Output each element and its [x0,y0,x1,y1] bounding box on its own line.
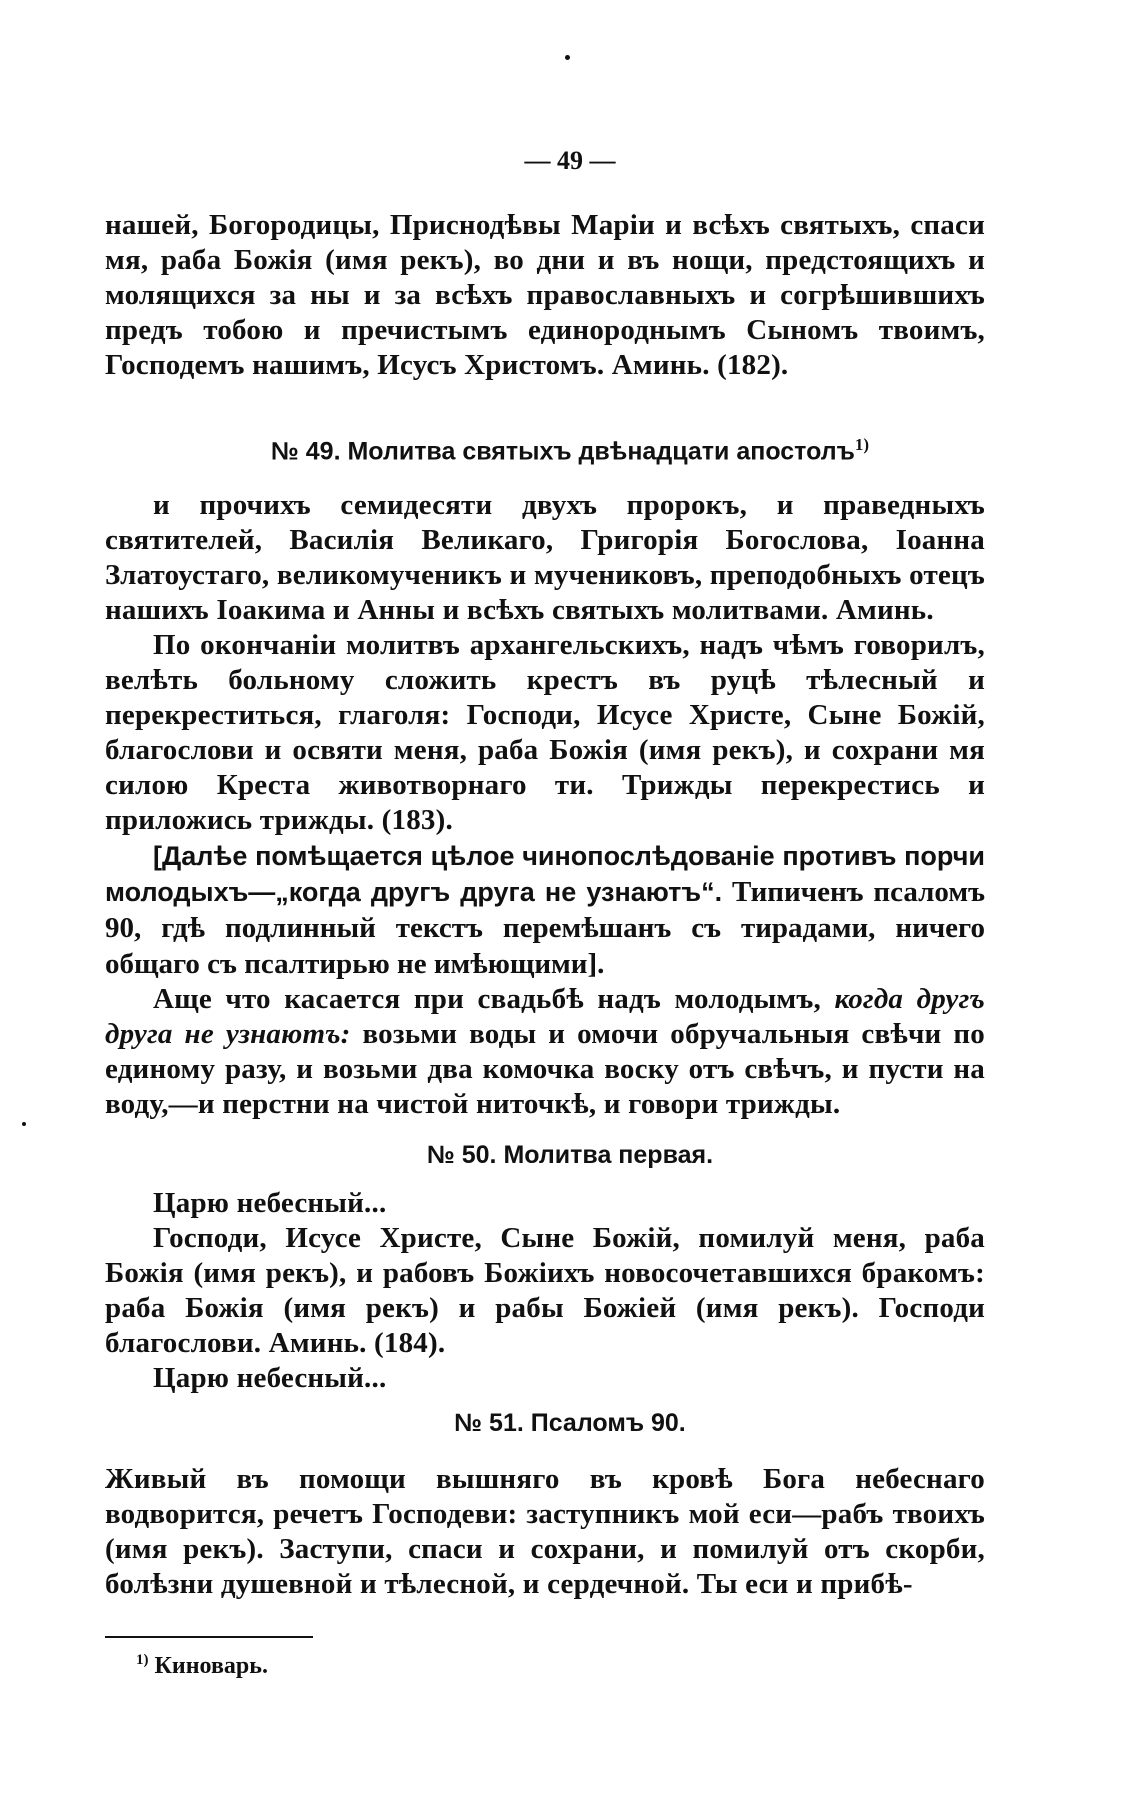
paragraph-lead: Аще что касается при свадьбѣ надъ молодымъ, [153,983,835,1015]
editorial-note [105,838,985,982]
footnote [136,1652,268,1680]
footnote-text: Киноварь. [148,1653,268,1679]
paragraph: нашей, Богородицы, Приснодѣвы Маріи и всѣхъ святыхъ, спаси мя, раба Божія (имя рекъ), во дни и въ нощи, предстоящихъ и молящихся за ны и за всѣхъ православныхъ и согрѣшившихъ предъ тобою и пречистымъ единороднымъ Сыномъ твоимъ, Господемъ нашимъ, Исусъ Христомъ. Аминь. (182). [105,209,985,381]
paragraph [105,982,985,1122]
ink-speck [22,1122,26,1126]
editorial-note-heading: [Далѣе помѣщается цѣлое чинопослѣдованіе противъ порчи молодыхъ—„когда другъ друга не узнаютъ“. [105,841,985,907]
paragraph-rest: возьми воды и омочи обручальныя свѣчи по единому разу, и возьми два комочка воску отъ свѣчъ, и пусти на воду,—и перстни на чистой ниточкѣ, и говори трижды. [105,1018,985,1120]
paragraph-italic: когда другъ друга не узнаютъ: [105,983,985,1050]
section-50-body [105,1186,985,1396]
paragraph: Живый въ помощи вышняго въ кровѣ Бога небеснаго водворится, речетъ Господеви: заступникъ мой еси—рабъ твоихъ (имя рекъ). Заступи, спаси и сохрани, и помилуй отъ скорби, болѣзни душевной и тѣлесной, и сердечной. Ты еси и прибѣ- [105,1463,985,1600]
heading-text: № 49. Молитва святыхъ двѣнадцати апостолъ [270,437,855,466]
footnote-marker: 1) [136,1652,149,1668]
paragraph: Царю небесный... [153,1187,387,1219]
paragraph: и прочихъ семидесяти двухъ пророкъ, и праведныхъ святителей, Василія Великаго, Григорія Богослова, Іоанна Златоустаго, великомученикъ и мучениковъ, преподобныхъ отецъ нашихъ Іоакима и Анны и всѣхъ святыхъ молитвами. Аминь. [105,489,985,626]
section-heading-49 [0,430,1140,466]
intro-text [105,208,985,383]
section-51-body [105,1462,985,1602]
paragraph: По окончаніи молитвъ архангельскихъ, надъ чѣмъ говорилъ, велѣть больному сложить крестъ въ руцѣ тѣлесный и перекреститься, глаголя: Господи, Исусе Христе, Сыне Божій, благослови и освяти меня, раба Божія (имя рекъ), и сохрани мя силою Креста животворнаго ти. Трижды перекрестись и приложись трижды. (183). [105,629,985,836]
paragraph: Господи, Исусе Христе, Сыне Божій, помилуй меня, раба Божія (имя рекъ), и рабовъ Божіихъ новосочетавшихся бракомъ: раба Божія (имя рекъ) и рабы Божіей (имя рекъ). Господи благослови. Аминь. (184). [105,1222,985,1359]
ink-speck [565,55,570,60]
footnote-divider [105,1636,313,1638]
section-heading-50: № 50. Молитва первая. [426,1141,714,1169]
footnote-marker: 1) [854,435,870,454]
section-heading-51: № 51. Псаломъ 90. [454,1409,686,1437]
paragraph: Царю небесный... [153,1362,387,1394]
section-49-body [105,488,985,1122]
page-number: — 49 — [524,146,616,175]
editorial-note-text: Типиченъ псаломъ 90, гдѣ подлинный текстъ перемѣшанъ съ тирадами, ничего общаго съ псалтирью не имѣющими]. [105,876,985,980]
